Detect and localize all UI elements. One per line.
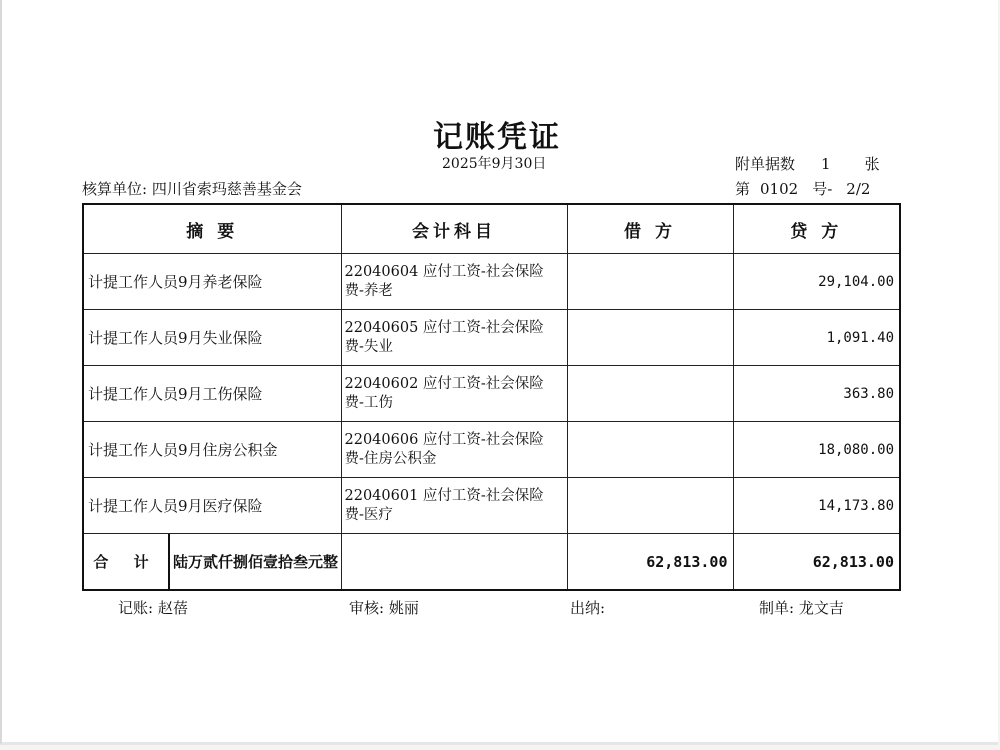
row-subject [341, 310, 567, 366]
attachments-count: 1 [821, 155, 831, 173]
row-subject [341, 366, 567, 422]
page-indicator: 2/2 [846, 180, 871, 198]
header-summary: 摘 要 [83, 204, 341, 254]
row-debit [567, 422, 733, 478]
total-cell [83, 534, 341, 591]
row-credit: 14,173.80 [733, 478, 900, 534]
subject-line: 费-失业 [344, 338, 393, 355]
number-value: 0102 [760, 180, 799, 198]
header-debit: 借 方 [567, 204, 733, 254]
subject-line: 费-住房公积金 [344, 450, 437, 467]
header-credit: 贷 方 [733, 204, 900, 254]
row-credit: 29,104.00 [733, 254, 900, 310]
voucher-title: 记账凭证 [433, 120, 561, 155]
row-credit: 18,080.00 [733, 422, 900, 478]
table-row [83, 422, 900, 478]
voucher-number [735, 178, 870, 199]
total-amount-words: 陆万贰仟捌佰壹拾叁元整 [173, 553, 339, 571]
row-summary: 计提工作人员9月养老保险 [83, 254, 341, 310]
row-subject [341, 478, 567, 534]
total-label: 合 计 [84, 534, 170, 589]
reviewer-signature: 审核: 姚丽 [349, 599, 419, 617]
subject-line: 22040606 应付工资-社会保险 [344, 431, 544, 448]
table-row [83, 366, 900, 422]
bookkeeper-signature: 记账: 赵蓓 [118, 599, 188, 617]
voucher-table [82, 203, 901, 591]
row-subject [341, 254, 567, 310]
table-row [83, 254, 900, 310]
row-debit [567, 310, 733, 366]
row-summary: 计提工作人员9月工伤保险 [83, 366, 341, 422]
table-row [83, 478, 900, 534]
attachments-info [735, 153, 880, 174]
subject-line: 22040601 应付工资-社会保险 [344, 487, 544, 504]
attachments-label: 附单据数 [735, 155, 796, 173]
table-row [83, 310, 900, 366]
subject-line: 费-工伤 [344, 394, 393, 411]
unit-label: 核算单位: [82, 180, 148, 198]
number-suffix: 号- [812, 180, 833, 198]
row-debit [567, 478, 733, 534]
row-summary: 计提工作人员9月医疗保险 [83, 478, 341, 534]
total-credit: 62,813.00 [733, 534, 900, 591]
subject-line: 22040602 应付工资-社会保险 [344, 375, 544, 392]
cashier-signature: 出纳: [570, 599, 606, 617]
row-summary: 计提工作人员9月失业保险 [83, 310, 341, 366]
subject-line: 费-医疗 [344, 506, 393, 523]
voucher-date: 2025年9月30日 [442, 156, 547, 172]
preparer-signature: 制单: 龙文吉 [759, 599, 844, 617]
total-debit: 62,813.00 [567, 534, 733, 591]
accounting-unit [82, 178, 302, 199]
unit-name: 四川省索玛慈善基金会 [151, 180, 302, 198]
subject-line: 费-养老 [344, 282, 393, 299]
total-row [83, 534, 900, 591]
row-summary: 计提工作人员9月住房公积金 [83, 422, 341, 478]
subject-line: 22040605 应付工资-社会保险 [344, 319, 544, 336]
attachments-unit: 张 [864, 155, 880, 173]
subject-line: 22040604 应付工资-社会保险 [344, 263, 544, 280]
row-debit [567, 254, 733, 310]
row-debit [567, 366, 733, 422]
table-header-row [83, 204, 900, 254]
row-credit: 363.80 [733, 366, 900, 422]
row-subject [341, 422, 567, 478]
number-prefix: 第 [735, 180, 751, 198]
row-credit: 1,091.40 [733, 310, 900, 366]
header-subject: 会计科目 [341, 204, 567, 254]
total-spacer [341, 534, 567, 591]
